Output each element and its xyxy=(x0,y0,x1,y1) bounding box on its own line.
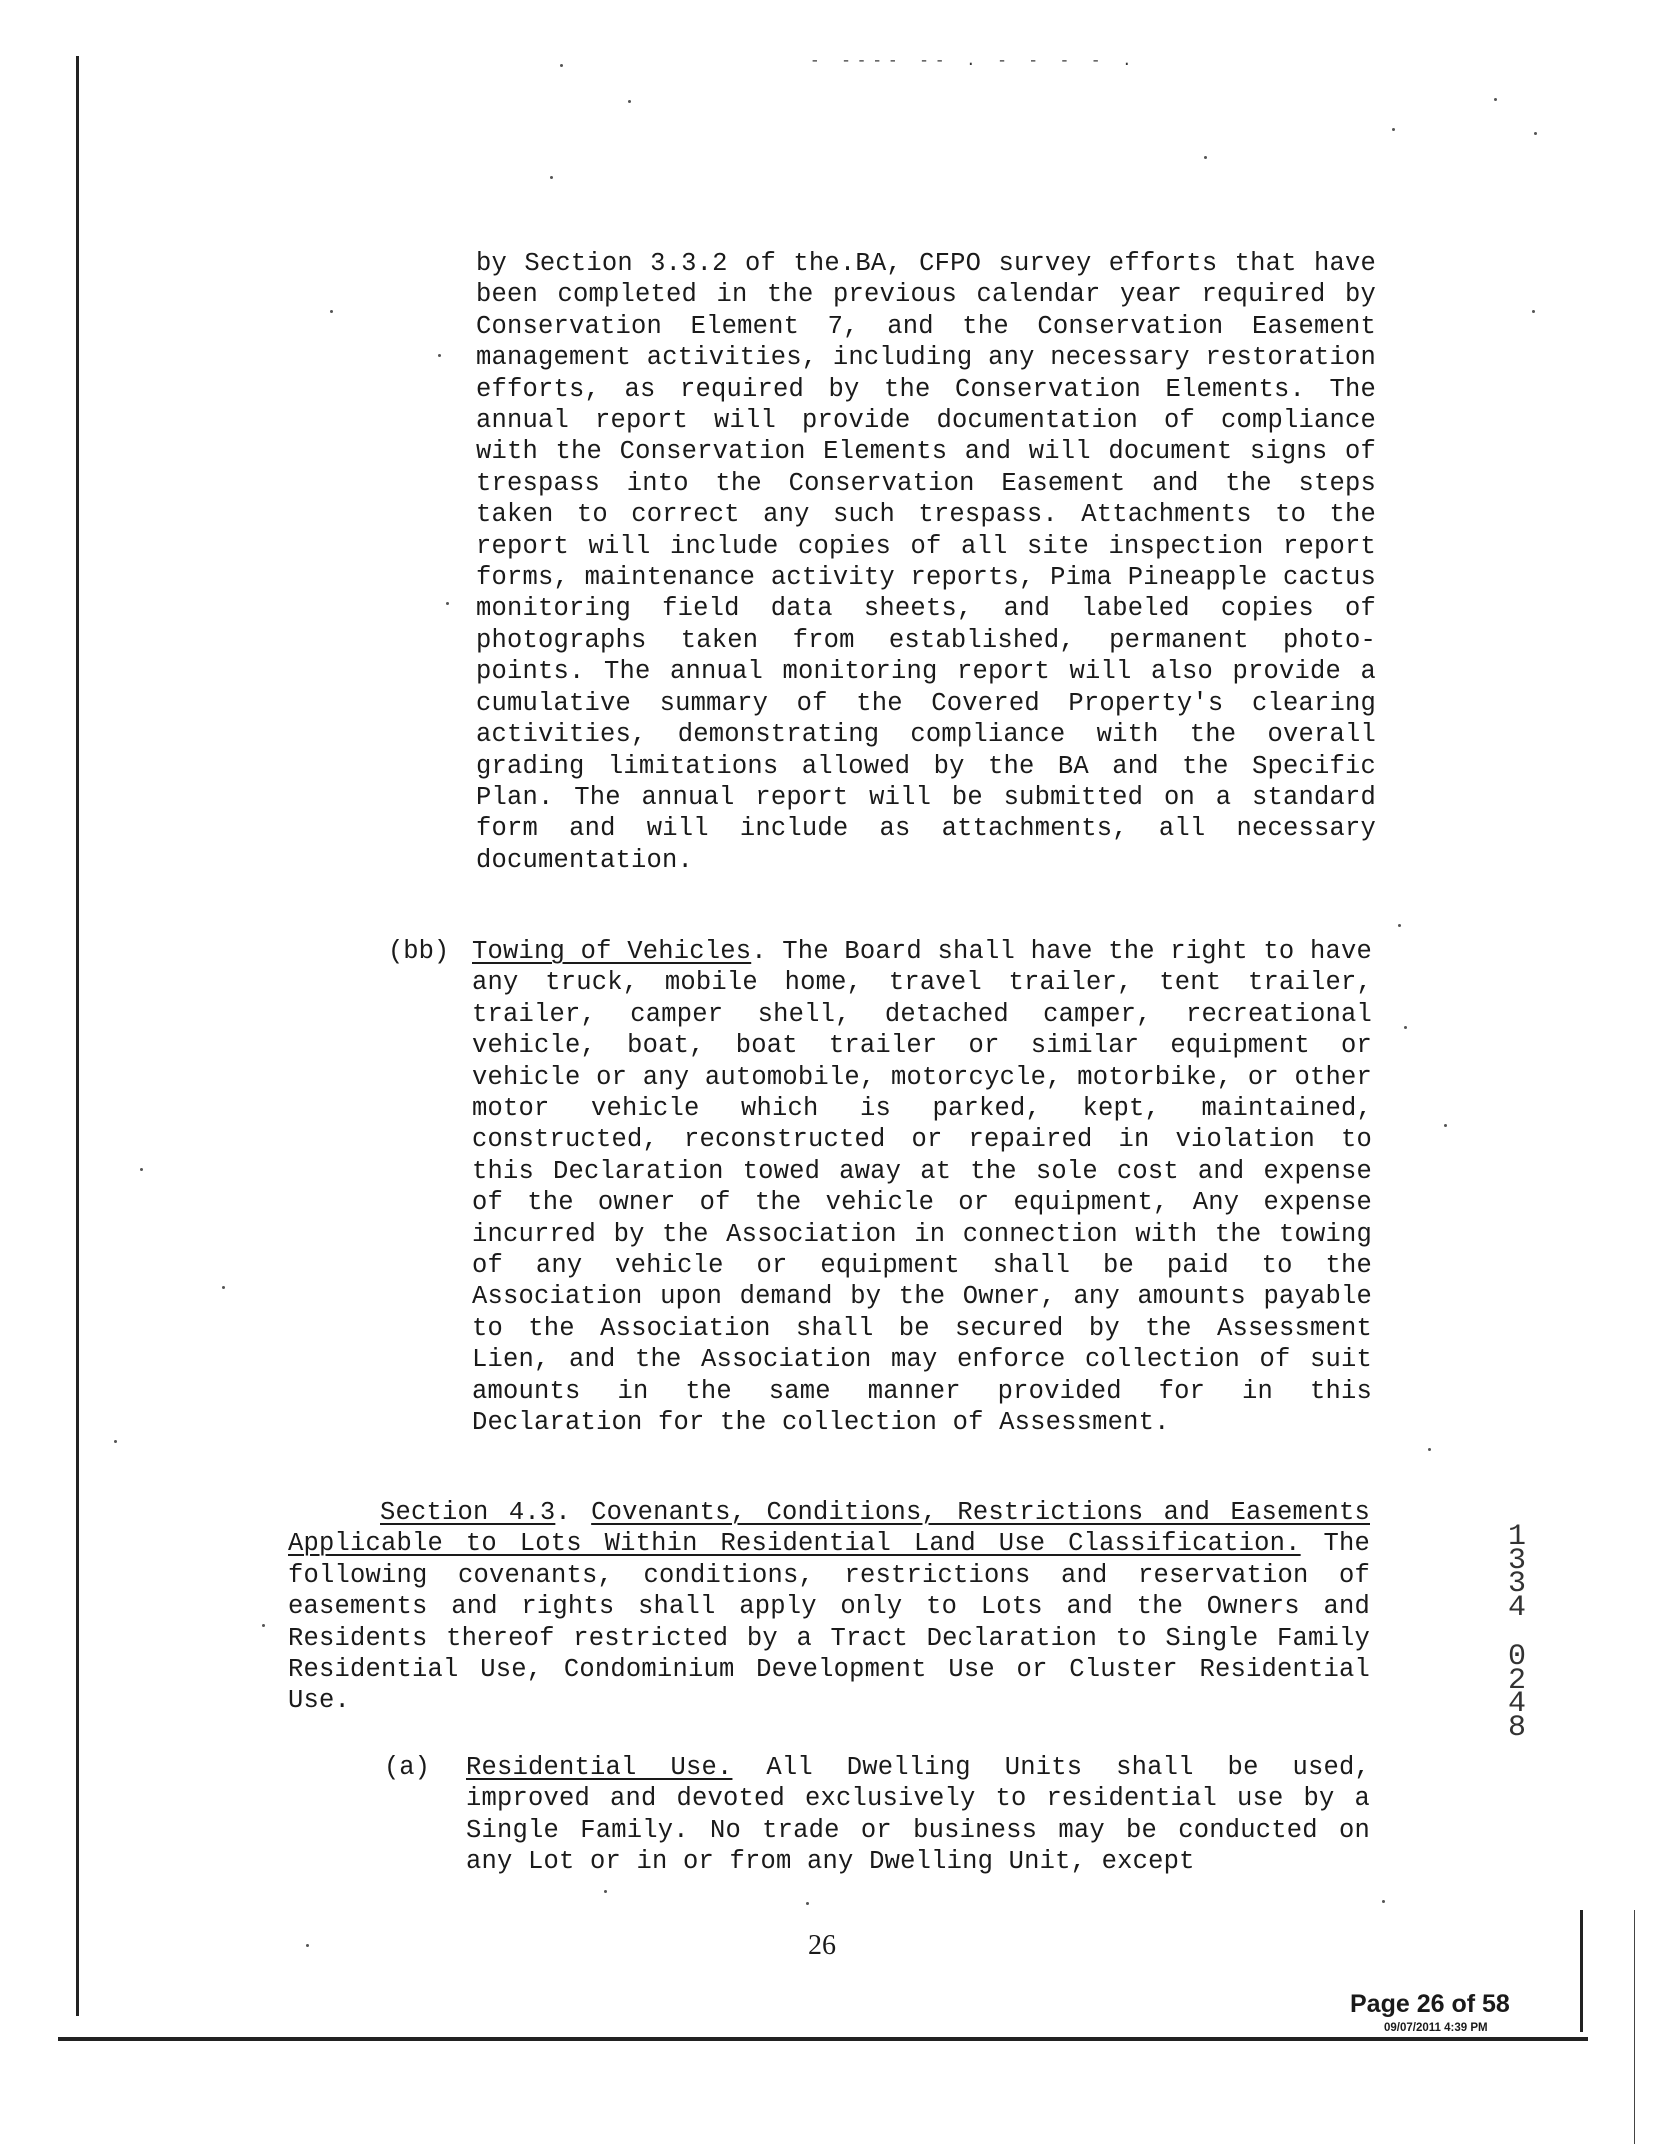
scan-speck xyxy=(1534,132,1537,135)
scan-speck xyxy=(446,602,449,605)
paragraph-towing-of-vehicles xyxy=(472,936,1372,1439)
scan-speck xyxy=(1404,1026,1407,1029)
paragraph-report: by Section 3.3.2 of the.BA, CFPO survey efforts that have been completed in the previous calendar year required by Conservation Element 7, and the Conservation Easement management activities, including any necessary restoration efforts, as required by the Conservation Elements. The annual report will provide documentation of compliance with the Conservation Elements and will document signs of trespass into the Conservation Easement and the steps taken to correct any such trespass. Attachments to the report will include copies of all site inspection report forms, maintenance activity reports, Pima Pineapple cactus monitoring field data sheets, and labeled copies of photographs taken from established, permanent photo-points. The annual monitoring report will also provide a cumulative summary of the Covered Property's clearing activities, demonstrating compliance with the overall grading limitations allowed by the BA and the Specific Plan. The annual report will be submitted on a standard form and will include as attachments, all necessary documentation. xyxy=(476,249,1376,875)
scan-speck xyxy=(222,1286,225,1289)
scan-edge-line xyxy=(1634,1910,1635,2144)
section-text: The following covenants, conditions, restrictions and reservation of easements and rights shall apply only to Lots and the Owners and Residents thereof restricted by a Tract Declaration to Single Family Residential Use, Condominium Development Use or Cluster Residential Use. xyxy=(288,1529,1371,1716)
page-number: 26 xyxy=(808,1930,836,1961)
scan-speck xyxy=(560,64,563,67)
scan-speck xyxy=(306,1944,309,1947)
scan-speck xyxy=(806,1902,809,1905)
recording-stamp xyxy=(1500,1520,1534,1745)
section-separator: . xyxy=(555,1498,592,1527)
recording-stamp-book: 1334 xyxy=(1507,1520,1526,1625)
heading-towing-of-vehicles: Towing of Vehicles xyxy=(472,937,752,966)
scan-speck xyxy=(550,176,553,179)
section-heading: Covenants, Conditions, Restrictions and Easements Applicable to Lots Within Residential Land Use Classification. xyxy=(288,1498,1370,1559)
paragraph-residential-use xyxy=(466,1752,1370,1878)
scan-speck xyxy=(330,310,333,313)
scan-speck xyxy=(1398,924,1401,927)
scan-artifact-marks: - ---- -- . - - - - . xyxy=(810,52,1138,70)
scan-speck xyxy=(262,1624,265,1627)
scan-speck xyxy=(1444,1124,1447,1127)
scan-speck xyxy=(1494,98,1497,101)
scan-speck xyxy=(604,1890,607,1893)
page-border-bottom xyxy=(58,2037,1588,2041)
scan-speck xyxy=(1428,1448,1431,1451)
scan-speck xyxy=(1382,1900,1385,1903)
residential-use-text: All Dwelling Units shall be used, improved and devoted exclusively to residential use by a Single Family. No trade or business may be conducted on any Lot or in or from any Dwelling Unit, except xyxy=(466,1753,1370,1877)
heading-residential-use: Residential Use. xyxy=(466,1753,733,1782)
scan-speck xyxy=(114,1440,117,1443)
scan-speck xyxy=(140,1168,143,1171)
item-marker-bb: (bb) xyxy=(388,937,450,966)
item-marker-a: (a) xyxy=(384,1753,430,1782)
scan-speck xyxy=(628,100,631,103)
scan-speck xyxy=(1392,128,1395,131)
section-label: Section 4.3 xyxy=(380,1498,556,1527)
page-border-right xyxy=(1580,1910,1583,2032)
scan-speck xyxy=(438,354,441,357)
page-border-left xyxy=(76,56,79,2016)
print-timestamp: 09/07/2011 4:39 PM xyxy=(1384,2022,1488,2034)
paragraph-section-4-3 xyxy=(288,1497,1370,1717)
scan-speck xyxy=(1532,310,1535,313)
towing-text: . The Board shall have the right to have any truck, mobile home, travel trailer, tent trailer, trailer, camper shell, detached camper, recreational vehicle, boat, boat trailer or similar equipment or vehicle or any automobile, motorcycle, motorbike, or other motor vehicle which is parked, kept, maintained, constructed, reconstructed or repaired in violation to this Declaration towed away at the sole cost and expense of the owner of the vehicle or equipment, Any expense incurred by the Association in connection with the towing of any vehicle or equipment shall be paid to the Association upon demand by the Owner, any amounts payable to the Association shall be secured by the Assessment Lien, and the Association may enforce collection of suit amounts in the same manner provided for in this Declaration for the collection of Assessment. xyxy=(472,937,1372,1438)
scan-speck xyxy=(1204,156,1207,159)
recording-stamp-page: 0248 xyxy=(1507,1640,1526,1745)
page-count-label: Page 26 of 58 xyxy=(1350,1990,1510,2018)
